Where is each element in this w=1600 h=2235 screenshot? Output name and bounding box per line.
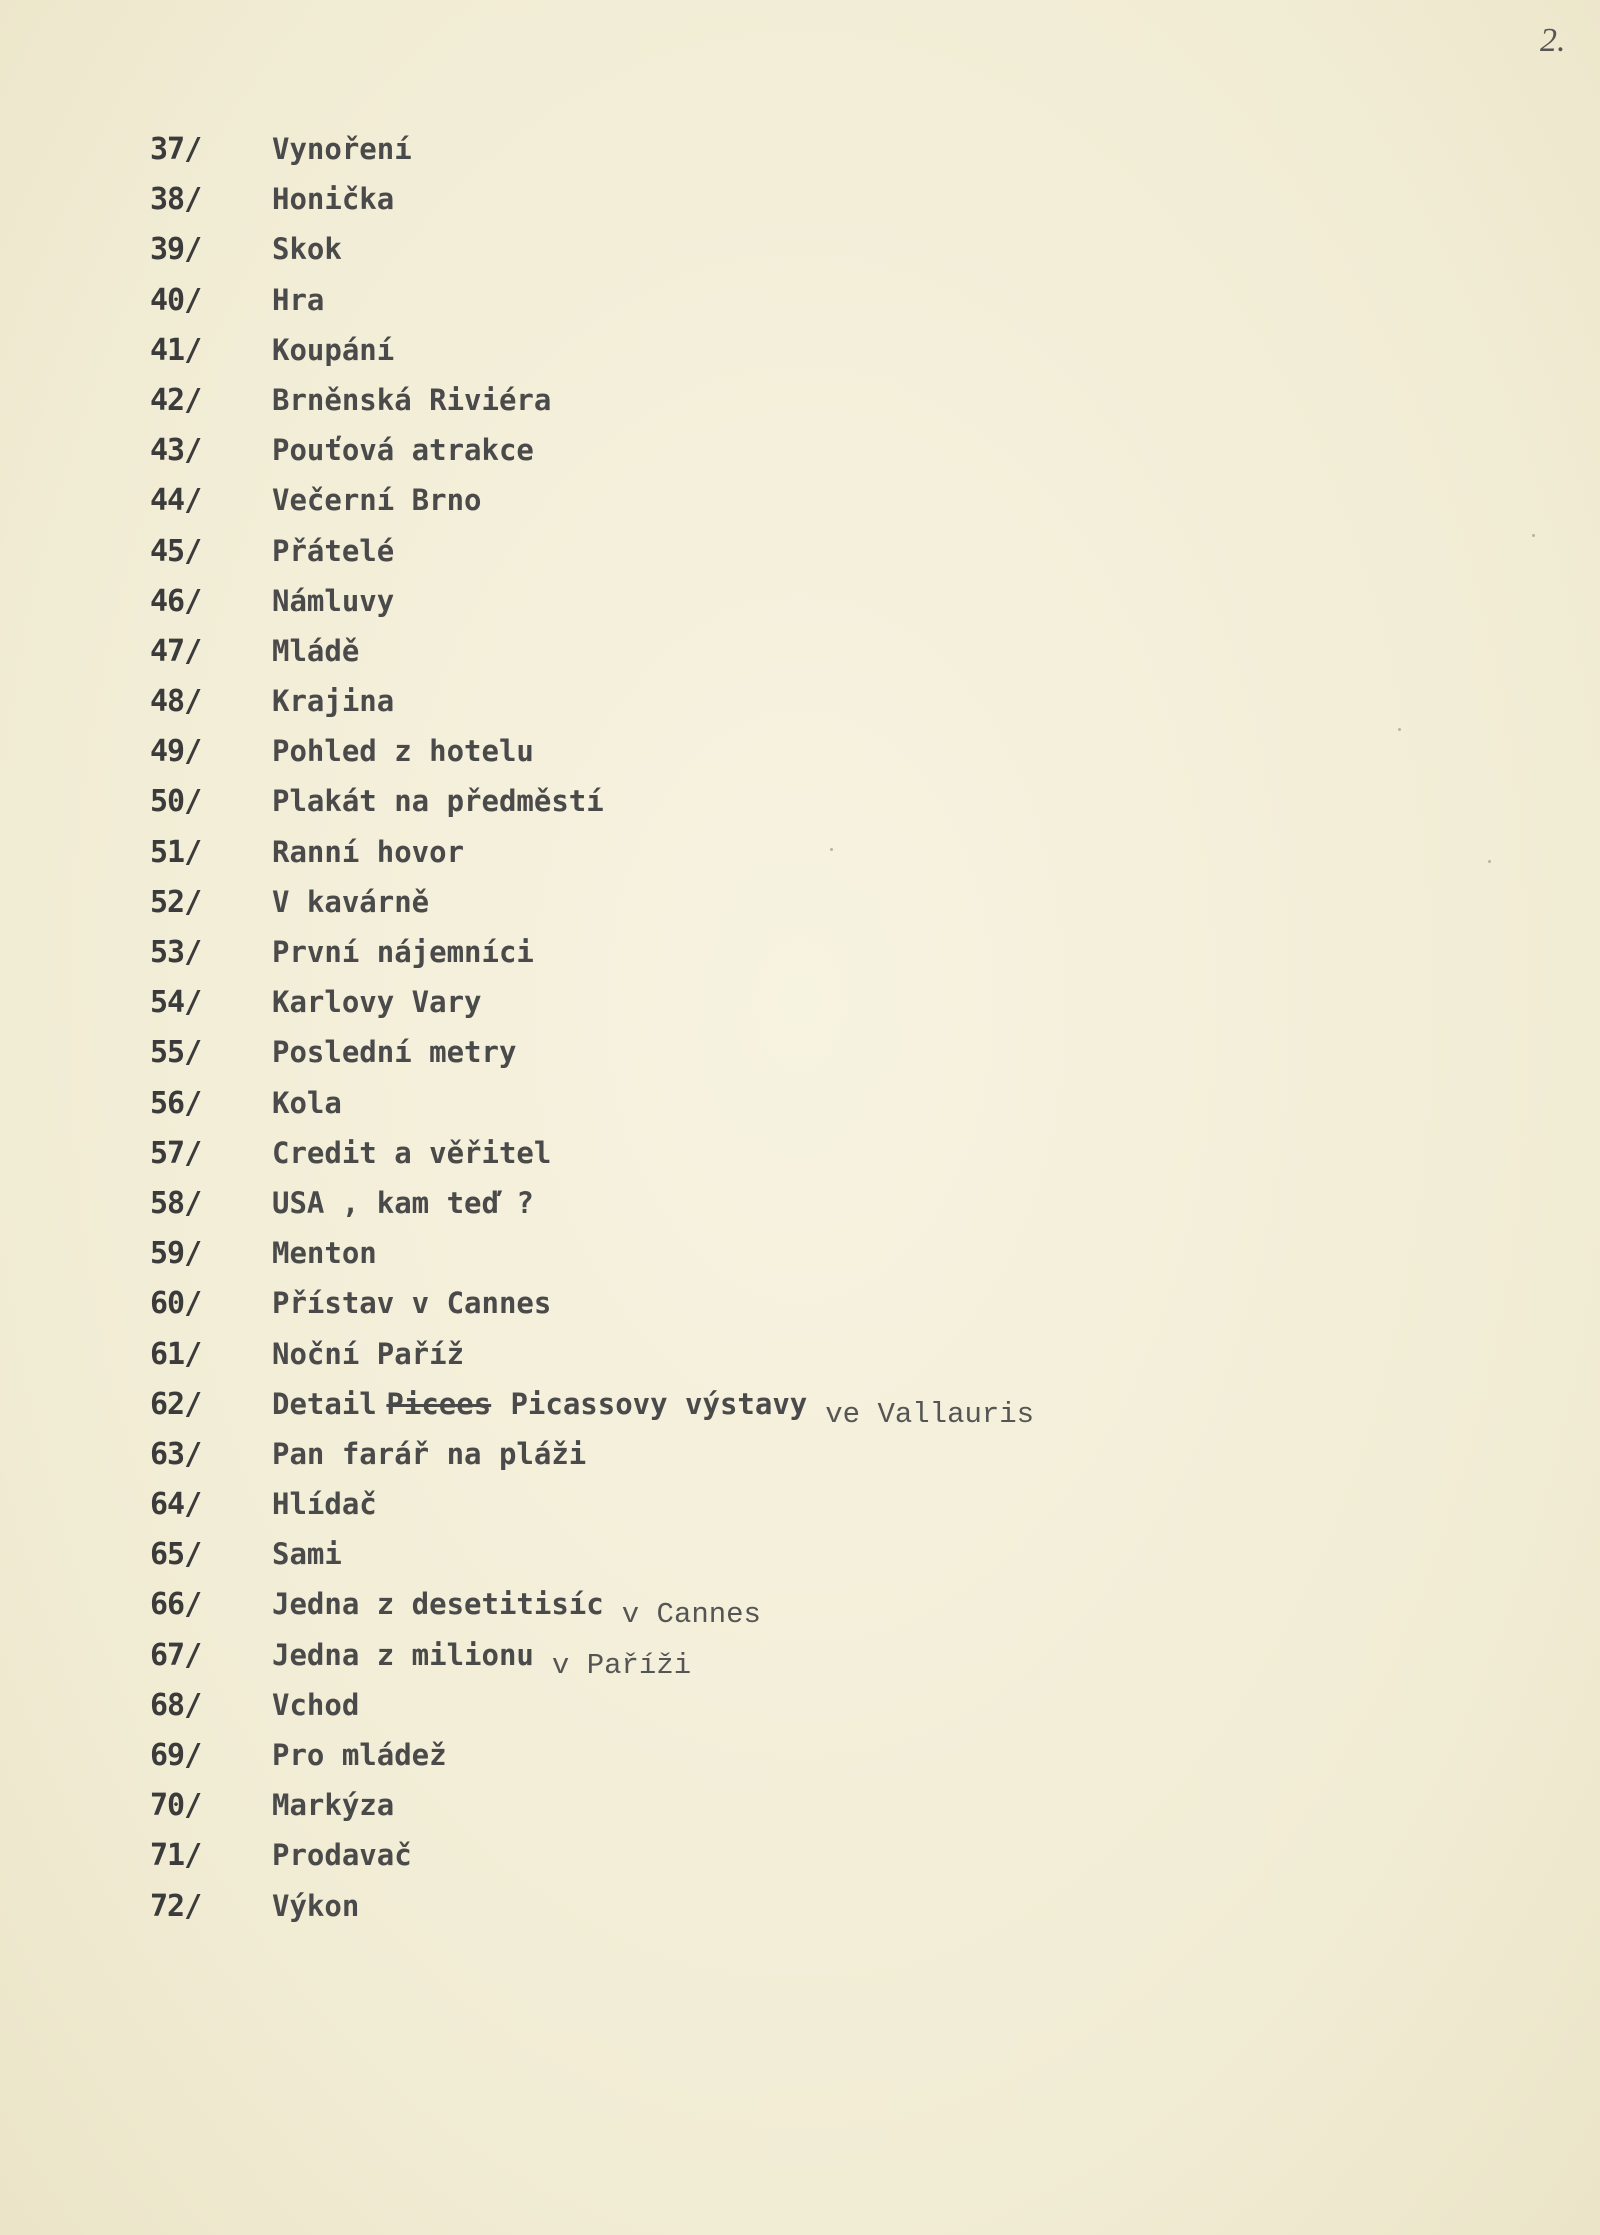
- item-title-continued: Picassovy výstavy: [510, 1386, 808, 1421]
- item-number: 69/: [150, 1738, 202, 1773]
- item-number: 53/: [150, 935, 202, 970]
- item-title: Vchod: [272, 1687, 360, 1722]
- list-item: [150, 174, 1550, 224]
- paper-speck: [1532, 534, 1535, 537]
- item-number: 57/: [150, 1135, 202, 1171]
- item-number: 70/: [150, 1788, 202, 1824]
- item-title: Koupání: [272, 332, 395, 367]
- list-item: [150, 526, 1550, 576]
- list-item: [150, 425, 1550, 475]
- item-title: Credit a věřitel: [272, 1135, 552, 1170]
- item-title: První nájemníci: [272, 935, 534, 969]
- item-number: 72/: [150, 1888, 202, 1924]
- item-title: Menton: [272, 1236, 377, 1271]
- list-item: [150, 1881, 1550, 1931]
- item-number: 43/: [150, 433, 202, 469]
- list-item: [150, 1128, 1550, 1178]
- list-item: [150, 927, 1550, 977]
- list-item: [150, 375, 1550, 425]
- item-number: 49/: [150, 734, 202, 770]
- item-number: 46/: [150, 583, 202, 619]
- added-annotation: v Paříži: [551, 1648, 692, 1682]
- list-item: [150, 827, 1550, 877]
- item-number: 42/: [150, 382, 202, 418]
- item-number: 48/: [150, 684, 202, 720]
- list-item: [150, 726, 1550, 776]
- item-title: Hlídač: [272, 1487, 377, 1522]
- paper-speck: [1488, 860, 1491, 863]
- item-title: Detail: [272, 1386, 377, 1421]
- item-number: 51/: [150, 834, 202, 870]
- item-number: 38/: [150, 182, 202, 218]
- title-list: [150, 124, 1550, 1931]
- item-title: Kola: [272, 1085, 342, 1120]
- list-item: [150, 626, 1550, 676]
- item-number: 60/: [150, 1286, 202, 1322]
- item-title: USA , kam teď ?: [272, 1185, 534, 1220]
- list-item: [150, 1479, 1550, 1529]
- struck-text: Picees: [386, 1386, 492, 1421]
- item-title: Krajina: [272, 684, 395, 719]
- item-number: 64/: [150, 1487, 202, 1523]
- item-number: 40/: [150, 282, 202, 318]
- item-title: Jedna z desetitisíc: [272, 1587, 604, 1622]
- item-title: V kavárně: [272, 884, 430, 919]
- list-item: [150, 1027, 1550, 1077]
- item-title: Skok: [272, 232, 342, 267]
- list-item: [150, 576, 1550, 626]
- list-item: [150, 676, 1550, 726]
- list-item: [150, 275, 1550, 325]
- list-item: [150, 325, 1550, 375]
- item-number: 47/: [150, 633, 202, 669]
- item-number: 61/: [150, 1336, 202, 1372]
- list-item: [150, 1278, 1550, 1328]
- item-title: Přístav v Cannes: [272, 1286, 552, 1321]
- item-number: 65/: [150, 1537, 202, 1573]
- item-title: Večerní Brno: [272, 483, 482, 518]
- item-title: Plakát na předměstí: [272, 784, 604, 819]
- item-title: Brněnská Riviéra: [272, 382, 552, 417]
- list-item: [150, 1630, 1550, 1680]
- item-title: Poslední metry: [272, 1035, 517, 1070]
- list-item: [150, 1830, 1550, 1880]
- item-number: 45/: [150, 533, 202, 569]
- list-item: [150, 1579, 1550, 1632]
- item-title: Honička: [272, 182, 395, 217]
- item-title: Přátelé: [272, 533, 395, 568]
- item-title: Jedna z milionu: [272, 1637, 534, 1672]
- item-number: 39/: [150, 232, 202, 268]
- item-title: Pouťová atrakce: [272, 433, 534, 468]
- item-number: 41/: [150, 332, 202, 368]
- list-item: [150, 1228, 1550, 1278]
- added-annotation: v Cannes: [621, 1598, 761, 1632]
- item-title: Prodavač: [272, 1838, 412, 1873]
- list-item: [150, 1780, 1550, 1830]
- item-title: Vynoření: [272, 132, 412, 166]
- item-number: 56/: [150, 1085, 202, 1121]
- item-title: Ranní hovor: [272, 834, 465, 869]
- item-number: 50/: [150, 784, 202, 820]
- list-item: [150, 977, 1550, 1027]
- list-item: [150, 1529, 1550, 1579]
- item-number: 62/: [150, 1386, 202, 1422]
- item-number: 37/: [150, 132, 202, 167]
- list-item: [150, 1078, 1550, 1128]
- item-title: Námluvy: [272, 583, 395, 618]
- list-item: [150, 1178, 1550, 1228]
- page-number: 2.: [1540, 22, 1566, 59]
- item-number: 67/: [150, 1637, 202, 1673]
- item-title: Pan farář na pláži: [272, 1436, 587, 1471]
- item-number: 68/: [150, 1687, 202, 1723]
- list-item: [150, 1730, 1550, 1780]
- item-title: Pro mládež: [272, 1738, 447, 1772]
- item-number: 44/: [150, 483, 202, 519]
- list-item: [150, 124, 1550, 174]
- paper-speck: [830, 848, 833, 851]
- item-number: 52/: [150, 884, 202, 920]
- item-title: Pohled z hotelu: [272, 734, 534, 769]
- item-title: Karlovy Vary: [272, 985, 482, 1020]
- item-number: 59/: [150, 1236, 202, 1272]
- item-title: Výkon: [272, 1888, 360, 1923]
- item-number: 58/: [150, 1185, 202, 1221]
- item-number: 54/: [150, 985, 202, 1021]
- list-item: [150, 224, 1550, 274]
- paper-speck: [1398, 728, 1401, 731]
- item-title: Noční Paříž: [272, 1336, 465, 1371]
- list-item: [150, 877, 1550, 927]
- item-number: 71/: [150, 1838, 202, 1874]
- list-item: [150, 1379, 1550, 1429]
- list-item: [150, 776, 1550, 826]
- item-title: Mládě: [272, 633, 360, 668]
- added-annotation: ve Vallauris: [825, 1397, 1035, 1431]
- item-number: 66/: [150, 1587, 202, 1623]
- list-item: [150, 1680, 1550, 1730]
- list-item: [150, 1329, 1550, 1379]
- item-title: Markýza: [272, 1788, 395, 1823]
- item-number: 63/: [150, 1436, 202, 1472]
- list-item: [150, 475, 1550, 525]
- list-item: [150, 1429, 1550, 1479]
- item-title: Sami: [272, 1537, 342, 1572]
- item-title: Hra: [272, 282, 325, 317]
- item-number: 55/: [150, 1035, 202, 1071]
